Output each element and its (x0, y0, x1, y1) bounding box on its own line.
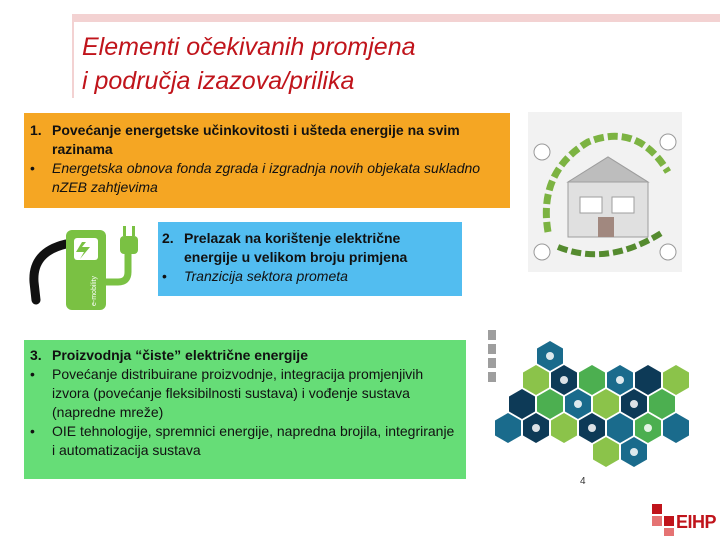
box2-number: 2. (162, 230, 174, 246)
ev-charging-station-icon (24, 222, 148, 318)
box1-number: 1. (30, 122, 42, 138)
box2-item: Tranzicija sektora prometa (184, 268, 348, 284)
box1-heading: Povećanje energetske učinkovitosti i ušteda energije na svim razinama (52, 122, 460, 157)
title-line-2: i područja izazova/prilika (82, 67, 355, 95)
box3-heading: Proizvodnja “čiste” električne energije (52, 347, 308, 363)
box1-bullet: • (30, 160, 35, 176)
energy-house-illustration-icon (528, 112, 682, 272)
title-rule (72, 22, 74, 98)
box-energy-efficiency (24, 113, 510, 208)
slide-title (82, 30, 642, 98)
logo-text: EIHP (676, 512, 717, 532)
box3-number: 3. (30, 347, 42, 363)
box3-bullet-1: • (30, 366, 35, 382)
box-electrification (158, 222, 462, 296)
page-number: 4 (580, 476, 586, 487)
smart-grid-hexagon-icon (484, 330, 708, 480)
title-line-1: Elementi očekivanih promjena (82, 33, 416, 61)
box-clean-electricity (24, 340, 466, 479)
box3-item-1: Povećanje distribuirane proizvodnje, integracija promjenjivih izvora (povećanje fleksibilnosti sustava) i vođenje sustava (napredne mreže) (52, 366, 424, 420)
box2-heading: Prelazak na korištenje električne energije u velikom broju primjena (184, 230, 408, 265)
box3-item-2: OIE tehnologije, spremnici energije, napredna brojila, integriranje i automatizacija sustava (52, 423, 455, 458)
box2-bullet: • (162, 268, 167, 284)
box3-bullet-2: • (30, 423, 35, 439)
box1-item: Energetska obnova fonda zgrada i izgradnja novih objekata sukladno nZEB zahtjevima (52, 160, 481, 195)
ev-label: e-mobility (91, 276, 98, 306)
top-decor-bar (72, 14, 720, 22)
